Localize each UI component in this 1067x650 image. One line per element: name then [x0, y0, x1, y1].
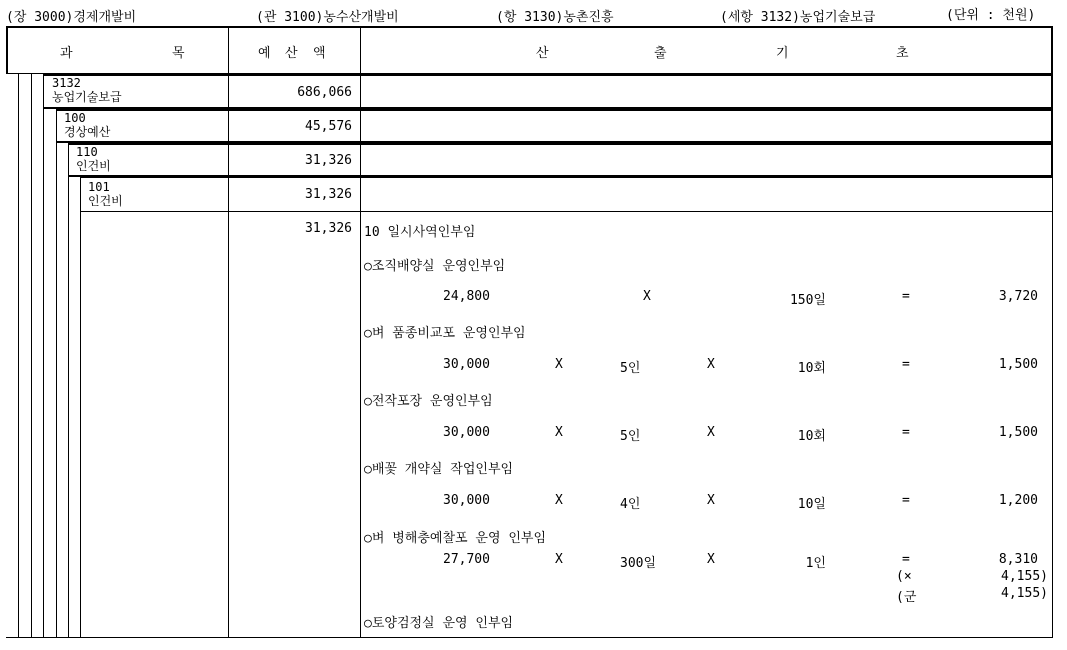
detail-item-eq: = — [902, 552, 910, 567]
detail-item-label: ○벼 품종비교포 운영인부임 — [364, 326, 526, 341]
header-budget-3: 액 — [313, 46, 326, 61]
detail-item-x2: X — [707, 552, 715, 567]
header-subject-1: 과 — [60, 46, 73, 61]
detail-sub1-value: 4,155) — [1001, 569, 1048, 584]
detail-item-c3: 10회 — [797, 429, 826, 444]
row-3132-code: 3132 — [52, 76, 81, 90]
detail-item-total: 1,200 — [998, 493, 1038, 508]
detail-title: 10 일시사역인부임 — [364, 225, 476, 240]
detail-amount: 31,326 — [305, 221, 352, 236]
hang-label: (항 3130)농촌진흥 — [496, 10, 614, 25]
row-3132-amount: 686,066 — [297, 85, 352, 100]
detail-sub1-prefix: (× — [896, 569, 912, 584]
row-101-amount: 31,326 — [305, 187, 352, 202]
detail-item-x2: X — [707, 493, 715, 508]
detail-item-c1: 27,700 — [443, 552, 490, 567]
jang-label: (장 3000)경제개발비 — [6, 10, 137, 25]
row-101-bottom — [81, 211, 1053, 212]
row-100-name: 경상예산 — [64, 125, 111, 139]
sehang-label: (세항 3132)농업기술보급 — [720, 10, 876, 25]
tree-line-1 — [18, 74, 19, 638]
detail-item-c2: 5인 — [620, 361, 641, 376]
tree-line-6 — [80, 177, 81, 638]
detail-item-c2: 4인 — [620, 497, 641, 512]
detail-item-c1: 24,800 — [443, 289, 490, 304]
row-3132-top — [44, 74, 1053, 76]
detail-item-c3: 10일 — [797, 497, 826, 512]
detail-item-label: ○전작포장 운영인부임 — [364, 394, 493, 409]
row-100-amount: 45,576 — [305, 119, 352, 134]
gwan-label: (관 3100)농수산개발비 — [256, 10, 399, 25]
detail-item-x1: X — [555, 357, 563, 372]
detail-item-eq: = — [902, 425, 910, 440]
detail-item-label: ○벼 병해충예찰포 운영 인부임 — [364, 531, 547, 546]
detail-sub2-prefix: (군 — [896, 590, 917, 605]
row-100-right — [1051, 109, 1053, 143]
col-divider-basis — [360, 26, 361, 638]
col-divider-budget — [228, 26, 229, 638]
row-3132-right — [1051, 74, 1053, 109]
row-110-amount: 31,326 — [305, 153, 352, 168]
table-left-border — [6, 26, 8, 74]
detail-last-label: ○토양검정실 운영 인부임 — [364, 616, 514, 631]
detail-item-c1: 30,000 — [443, 425, 490, 440]
tree-line-3 — [43, 74, 44, 638]
detail-item-c3: 1인 — [805, 556, 826, 571]
unit-label: (단위 : 천원) — [946, 8, 1036, 23]
detail-item-eq: = — [902, 493, 910, 508]
detail-item-x1: X — [555, 493, 563, 508]
row-101-code: 101 — [88, 180, 110, 194]
table-top-border — [6, 26, 1053, 28]
row-110-right — [1051, 143, 1053, 177]
row-101-name: 인건비 — [88, 194, 123, 208]
detail-item-c2: 5인 — [620, 429, 641, 444]
table-bottom-border — [6, 637, 1053, 638]
table-right-border-top — [1051, 26, 1053, 74]
detail-sub2-value: 4,155) — [1001, 586, 1048, 601]
header-basis-3: 기 — [776, 46, 789, 61]
detail-item-label: ○조직배양실 운영인부임 — [364, 259, 506, 274]
detail-item-x1: X — [555, 552, 563, 567]
detail-item-total: 1,500 — [998, 425, 1038, 440]
detail-item-c1: 30,000 — [443, 493, 490, 508]
tree-line-4 — [56, 109, 57, 638]
row-100-code: 100 — [64, 111, 86, 125]
detail-item-total: 3,720 — [998, 289, 1038, 304]
header-basis-1: 산 — [536, 46, 549, 61]
tree-line-2 — [31, 74, 32, 638]
detail-item-eq: = — [902, 357, 910, 372]
row-100-top — [57, 109, 1053, 111]
detail-item-c3: 10회 — [797, 361, 826, 376]
detail-item-x2: X — [707, 357, 715, 372]
detail-item-total: 1,500 — [998, 357, 1038, 372]
detail-item-x1: X — [643, 289, 651, 304]
header-budget-1: 예 — [258, 46, 271, 61]
tree-line-5 — [68, 143, 69, 638]
detail-item-label: ○배꽃 개약실 작업인부임 — [364, 462, 514, 477]
detail-item-c2: 300일 — [620, 556, 657, 571]
detail-item-x1: X — [555, 425, 563, 440]
detail-item-total: 8,310 — [998, 552, 1038, 567]
row-3132-name: 농업기술보급 — [52, 90, 122, 104]
detail-item-c3: 150일 — [789, 293, 826, 308]
detail-item-x2: X — [707, 425, 715, 440]
detail-item-eq: = — [902, 289, 910, 304]
row-110-top — [69, 143, 1053, 145]
header-basis-4: 초 — [896, 46, 909, 61]
row-101-top — [81, 177, 1053, 178]
header-basis-2: 출 — [654, 46, 667, 61]
header-subject-2: 목 — [172, 46, 185, 61]
detail-item-c1: 30,000 — [443, 357, 490, 372]
row-110-name: 인건비 — [76, 159, 111, 173]
header-budget-2: 산 — [285, 46, 298, 61]
row-110-code: 110 — [76, 145, 98, 159]
